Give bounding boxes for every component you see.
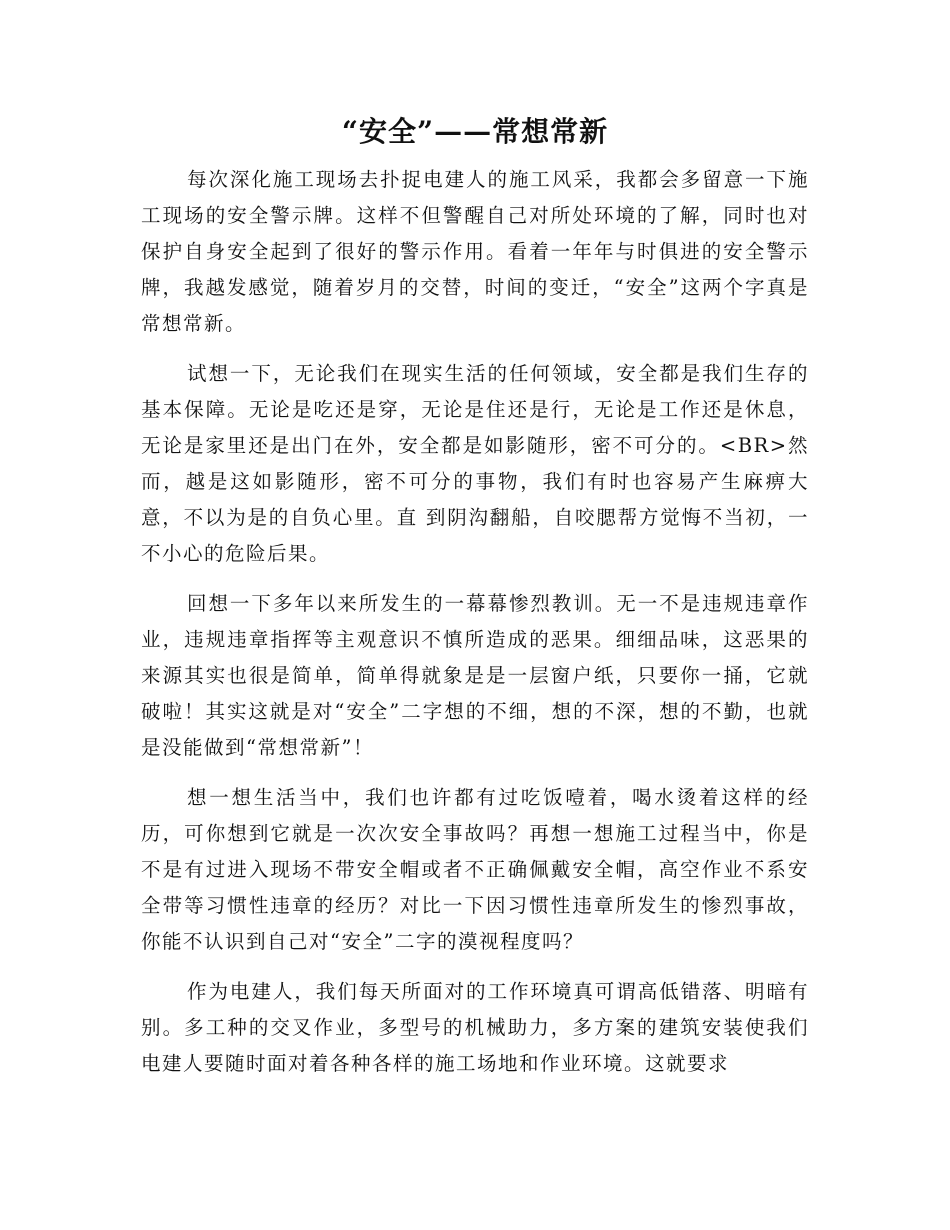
- document-body: [141, 162, 809, 1096]
- paragraph-3: 回想一下多年以来所发生的一幕幕惨烈教训。无一不是违规违章作业，违规违章指挥等主观意识不慎所造成的恶果。细细品味，这恶果的来源其实也很是简单，简单得就象是是一层窗户纸，只要你一捅，它就破啦！其实这就是对“安全”二字想的不细，想的不深，想的不勤，也就是没能做到“常想常新”！: [141, 592, 809, 759]
- paragraph-1: 每次深化施工现场去扑捉电建人的施工风采，我都会多留意一下施工现场的安全警示牌。这样不但警醒自己对所处环境的了解，同时也对保护自身安全起到了很好的警示作用。看着一年年与时俱进的安全警示牌，我越发感觉，随着岁月的交替，时间的变迁，“安全”这两个字真是常想常新。: [141, 168, 809, 335]
- paragraph-4: 想一想生活当中，我们也许都有过吃饭噎着，喝水烫着这样的经历，可你想到它就是一次次安全事故吗？再想一想施工过程当中，你是不是有过进入现场不带安全帽或者不正确佩戴安全帽，高空作业不系安全带等习惯性违章的经历？对比一下因习惯性违章所发生的惨烈事故，你能不认识到自己对“安全”二字的漠视程度吗？: [141, 786, 809, 953]
- document-title: “安全”——常想常新: [341, 115, 609, 148]
- paragraph-5: 作为电建人，我们每天所面对的工作环境真可谓高低错落、明暗有别。多工种的交叉作业，多型号的机械助力，多方案的建筑安装使我们电建人要随时面对着各种各样的施工场地和作业环境。这就要求: [141, 980, 809, 1075]
- paragraph-2: 试想一下，无论我们在现实生活的任何领域，安全都是我们生存的基本保障。无论是吃还是穿，无论是住还是行，无论是工作还是休息，无论是家里还是出门在外，安全都是如影随形，密不可分的。<BR>然而，越是这如影随形，密不可分的事物，我们有时也容易产生麻痹大意，不以为是的自负心里。直 到阴沟翻船，自咬腮帮方觉悔不当初，一不小心的危险后果。: [141, 362, 809, 565]
